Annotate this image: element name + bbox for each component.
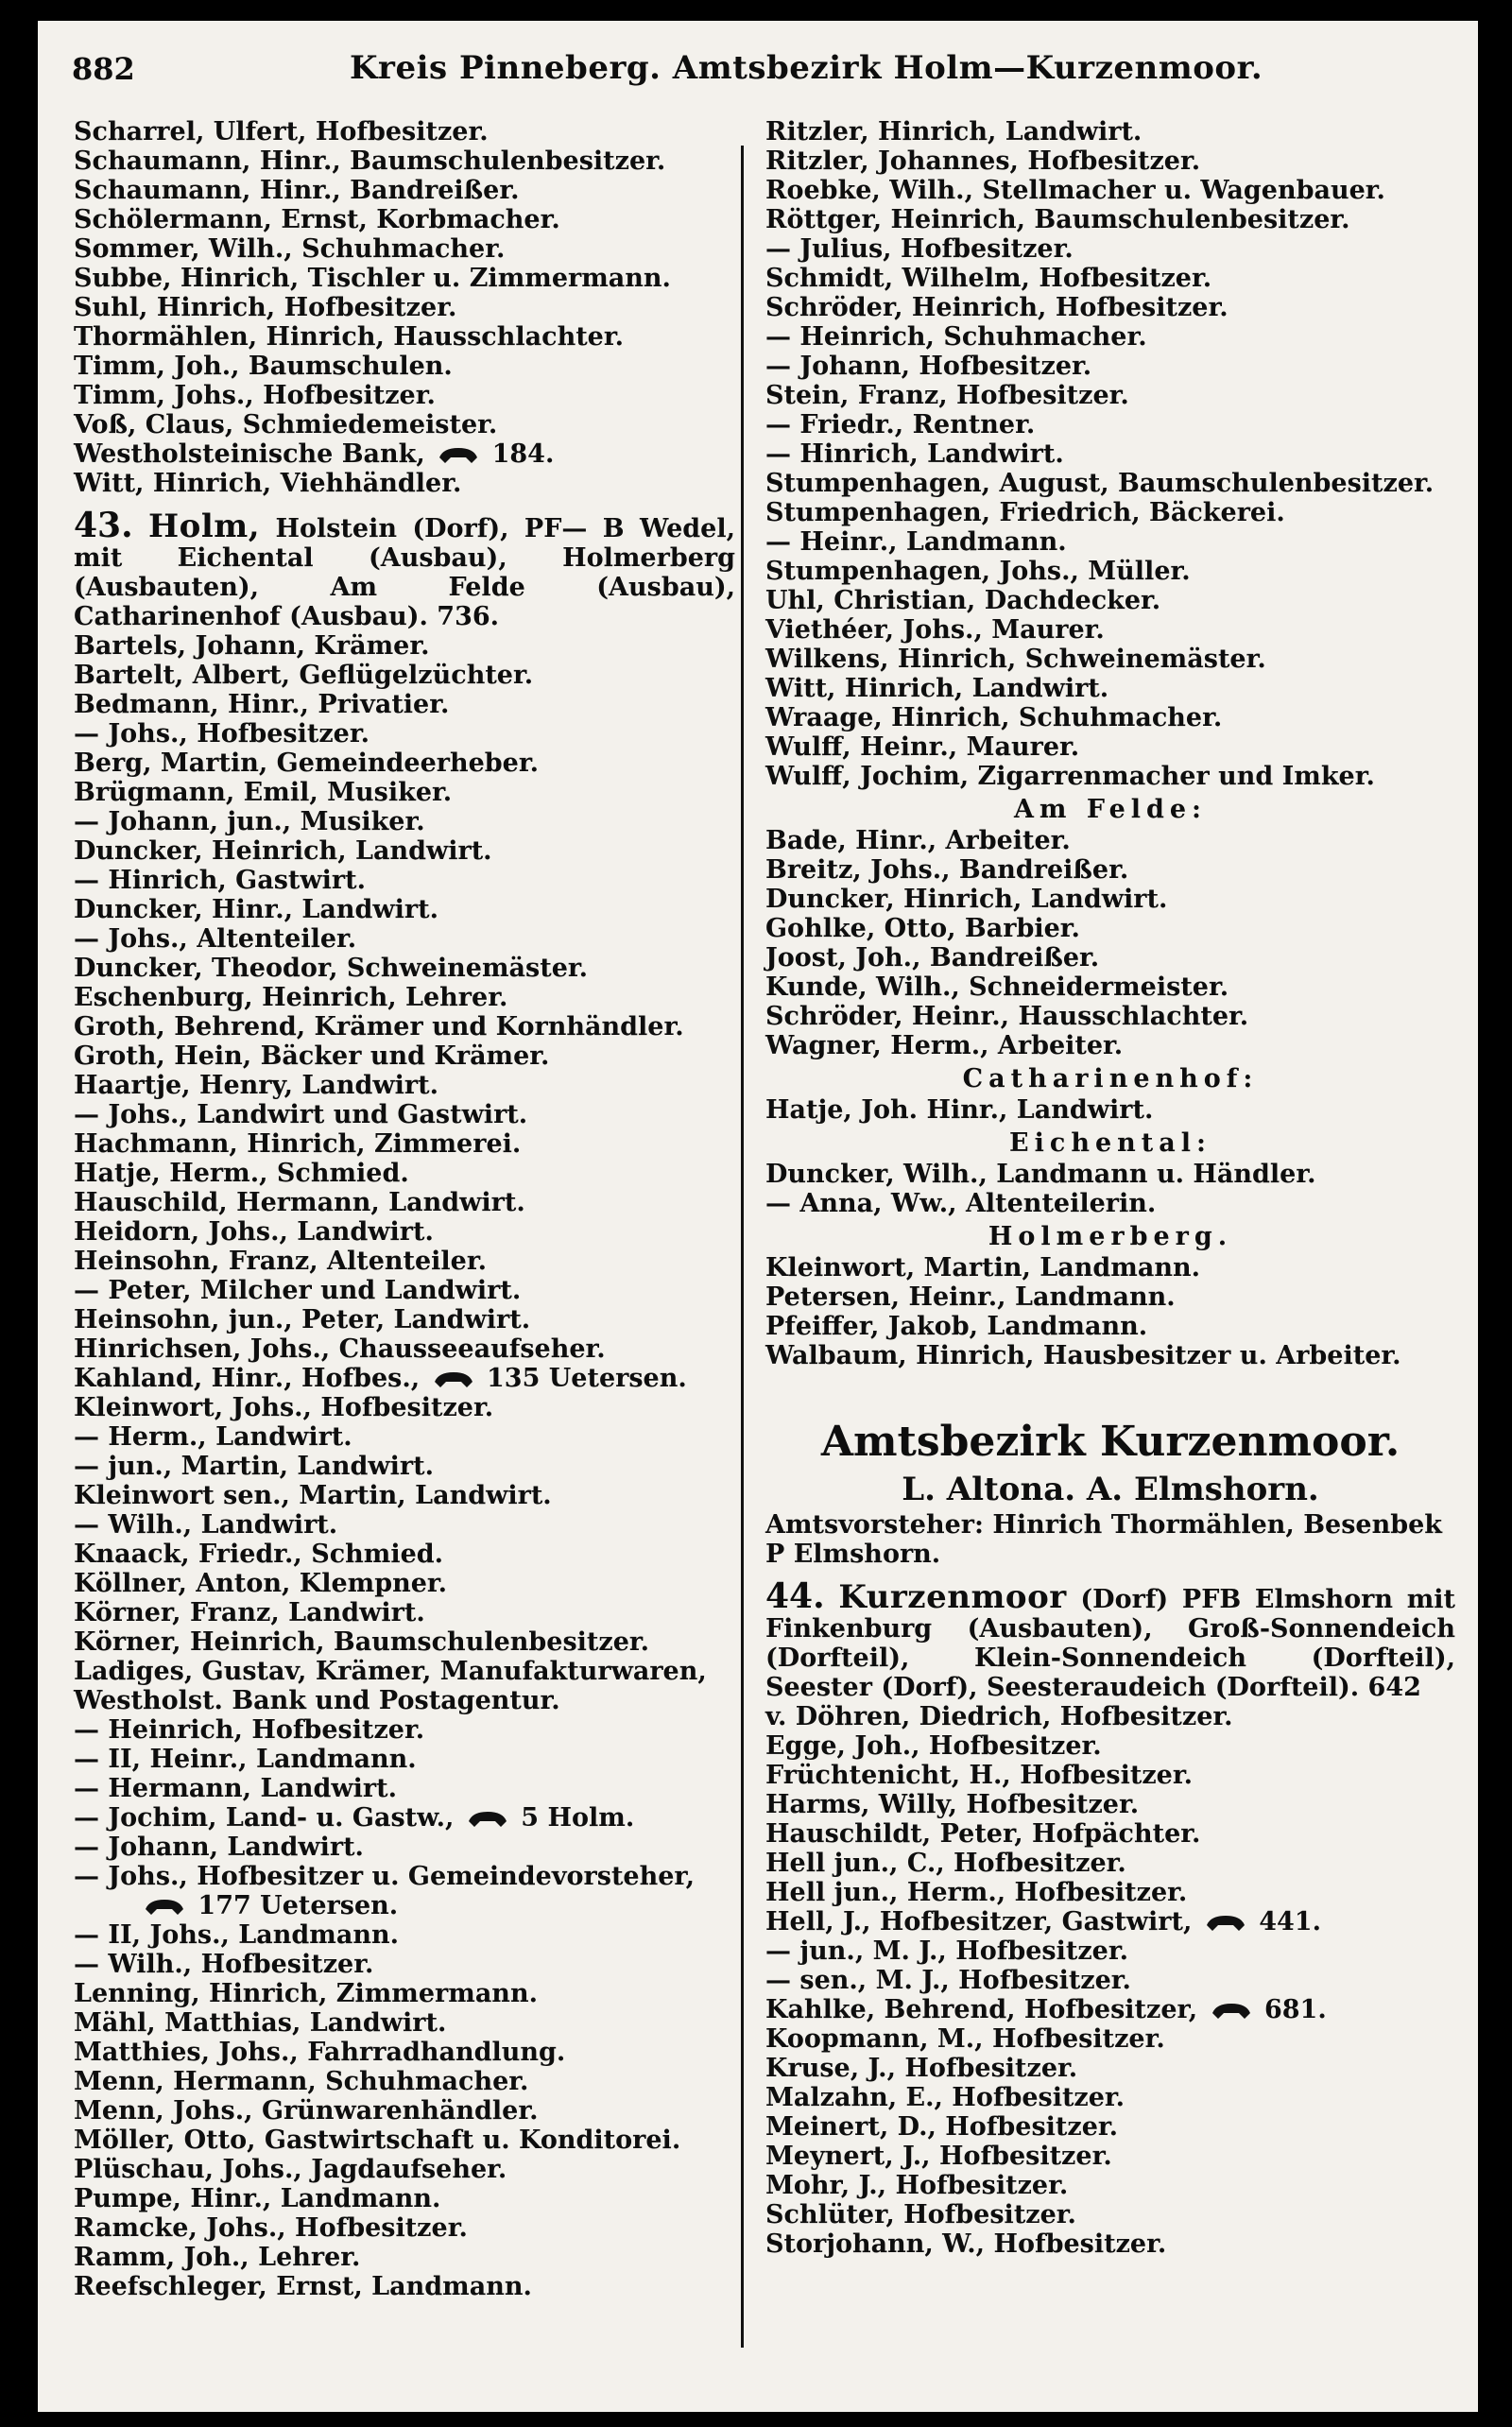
list-item: Bartels, Johann, Krämer. [74, 631, 430, 661]
entry-list [74, 469, 735, 498]
list-item: Subbe, Hinrich, Tischler u. Zimmermann. [74, 264, 671, 293]
directory-page [38, 21, 1478, 2412]
entry-list [765, 1160, 1455, 1218]
list-item: Mohr, J., Hofbesitzer. [765, 2171, 1069, 2200]
list-item: Wraage, Hinrich, Schuhmacher. [765, 703, 1223, 732]
list-item: Schröder, Heinrich, Hofbesitzer. [765, 293, 1228, 322]
list-item: Schlüter, Hofbesitzer. [765, 2200, 1076, 2229]
list-item: Duncker, Theodor, Schweinemäster. [74, 954, 589, 983]
entry-list [74, 1833, 735, 1891]
entry-list [765, 2024, 1455, 2259]
list-item: — Friedr., Rentner. [765, 410, 1036, 439]
list-item: — sen., M. J., Hofbesitzer. [765, 1966, 1131, 1995]
list-item: Eschenburg, Heinrich, Lehrer. [74, 983, 508, 1012]
list-item: Ladiges, Gustav, Krämer, Manufakturwaren, [74, 1657, 707, 1686]
entry-list [765, 1095, 1455, 1125]
list-item: Scharrel, Ulfert, Hofbesitzer. [74, 117, 489, 146]
list-item: Witt, Hinrich, Landwirt. [765, 674, 1109, 703]
list-item: — Heinrich, Schuhmacher. [765, 322, 1147, 352]
list-item: Hinrichsen, Johs., Chausseeaufseher. [74, 1334, 606, 1364]
list-item: Harms, Willy, Hofbesitzer. [765, 1790, 1140, 1819]
list-item: — Hinrich, Gastwirt. [74, 866, 366, 895]
section-heading-eichental: Eichental: [1009, 1128, 1211, 1158]
section-heading-am-felde: Am Felde: [1013, 795, 1208, 824]
list-item: Körner, Heinrich, Baumschulenbesitzer. [74, 1627, 650, 1657]
list-item: Wagner, Herm., Arbeiter. [765, 1031, 1124, 1060]
list-item: Heinsohn, Franz, Altenteiler. [74, 1247, 487, 1276]
list-item: Kruse, J., Hofbesitzer. [765, 2054, 1078, 2083]
list-item: — Peter, Milcher und Landwirt. [74, 1276, 522, 1305]
list-item: Hell, J., Hofbesitzer, Gastwirt, 441. [765, 1907, 1321, 1936]
list-item: Roebke, Wilh., Stellmacher u. Wagenbauer. [765, 176, 1385, 205]
list-item: Köllner, Anton, Klempner. [74, 1569, 448, 1598]
list-item: Schölermann, Ernst, Korbmacher. [74, 205, 560, 234]
list-item: Möller, Otto, Gastwirtschaft u. Konditorei. [74, 2126, 681, 2155]
list-item: Wilkens, Hinrich, Schweinemäster. [765, 645, 1266, 674]
list-item: Schmidt, Wilhelm, Hofbesitzer. [765, 264, 1212, 293]
telephone-icon [1211, 2002, 1252, 2021]
list-item: Hell jun., Herm., Hofbesitzer. [765, 1878, 1188, 1907]
list-item: Westholsteinische Bank, 184. [74, 439, 555, 469]
list-item: Kahlke, Behrend, Hofbesitzer, 681. [765, 1995, 1327, 2024]
list-item: Ramcke, Johs., Hofbesitzer. [74, 2213, 468, 2243]
locality-kurzenmoor [765, 1576, 1455, 1702]
list-item: — II, Heinr., Landmann. [74, 1745, 417, 1774]
list-item: Westholst. Bank und Postagentur. [74, 1686, 560, 1715]
list-item: Hatje, Joh. Hinr., Landwirt. [765, 1095, 1154, 1125]
entry-list [74, 631, 735, 1364]
list-item: — Heinrich, Hofbesitzer. [74, 1715, 425, 1745]
list-item: — Johs., Altenteiler. [74, 924, 357, 954]
list-item: — Julius, Hofbesitzer. [765, 234, 1074, 264]
telephone-icon [1205, 1914, 1246, 1933]
right-column [765, 117, 1455, 2259]
list-item: Ramm, Joh., Lehrer. [74, 2243, 361, 2272]
list-item: Matthies, Johs., Fahrradhandlung. [74, 2038, 566, 2067]
list-item: Egge, Joh., Hofbesitzer. [765, 1731, 1102, 1761]
list-item: Mähl, Matthias, Landwirt. [74, 2008, 447, 2038]
locality-description: (Dorf) PFB Elmshorn mit Finkenburg (Ausbauten), Groß-Sonnendeich (Dorfteil), Klein-Sonnendeich (Dorfteil), Seester (Dorf), Seesteraudeich (Dorfteil). 642 [765, 1585, 1455, 1702]
list-item: Stumpenhagen, Friedrich, Bäckerei. [765, 498, 1285, 527]
list-item: 177 Uetersen. [74, 1891, 735, 1920]
locality-number: 43. [74, 506, 133, 545]
list-item: — Herm., Landwirt. [74, 1422, 352, 1452]
list-item: Walbaum, Hinrich, Hausbesitzer u. Arbeiter. [765, 1341, 1401, 1370]
list-item: Körner, Franz, Landwirt. [74, 1598, 425, 1627]
list-item: Heinsohn, jun., Peter, Landwirt. [74, 1305, 531, 1334]
entry-list [765, 1936, 1455, 1995]
list-item: Bade, Hinr., Arbeiter. [765, 826, 1071, 855]
list-item: Pfeiffer, Jakob, Landmann. [765, 1312, 1148, 1341]
list-item: — II, Johs., Landmann. [74, 1920, 399, 1950]
list-item: Schröder, Heinr., Hausschlachter. [765, 1002, 1249, 1031]
list-item: Heidorn, Johs., Landwirt. [74, 1217, 434, 1247]
list-item: Stumpenhagen, August, Baumschulenbesitzer. [765, 469, 1435, 498]
list-item: — Johs., Hofbesitzer. [74, 719, 369, 749]
list-item: Schaumann, Hinr., Baumschulenbesitzer. [74, 146, 666, 176]
list-item: Hauschild, Hermann, Landwirt. [74, 1188, 525, 1217]
district-title: Amtsbezirk Kurzenmoor. [820, 1418, 1400, 1466]
telephone-icon [438, 446, 479, 465]
list-item: — Wilh., Hofbesitzer. [74, 1950, 374, 1979]
section-heading-holmerberg: Holmerberg. [988, 1222, 1233, 1251]
list-item: Reefschleger, Ernst, Landmann. [74, 2272, 532, 2301]
list-item: — Anna, Ww., Altenteilerin. [765, 1189, 1157, 1218]
list-item: Hatje, Herm., Schmied. [74, 1159, 409, 1188]
list-item: Meinert, D., Hofbesitzer. [765, 2112, 1119, 2142]
list-item: — jun., M. J., Hofbesitzer. [765, 1936, 1128, 1966]
district-subtitle: L. Altona. A. Elmshorn. [902, 1471, 1319, 1508]
list-item: Menn, Hermann, Schuhmacher. [74, 2067, 529, 2096]
list-item: Früchtenicht, H., Hofbesitzer. [765, 1761, 1193, 1790]
list-item: — Johann, Landwirt. [74, 1833, 364, 1862]
list-item: Hell jun., C., Hofbesitzer. [765, 1849, 1126, 1878]
page-header [38, 21, 1478, 106]
list-item: Haartje, Henry, Landwirt. [74, 1071, 438, 1100]
list-item: Ritzler, Hinrich, Landwirt. [765, 117, 1143, 146]
list-item: Stein, Franz, Hofbesitzer. [765, 381, 1129, 410]
list-item: v. Döhren, Diedrich, Hofbesitzer. [765, 1702, 1233, 1731]
list-item: Witt, Hinrich, Viehhändler. [74, 469, 462, 498]
list-item: — Johann, Hofbesitzer. [765, 352, 1092, 381]
list-item: Brügmann, Emil, Musiker. [74, 778, 453, 807]
list-item: Wulff, Jochim, Zigarrenmacher und Imker. [765, 762, 1375, 791]
list-item: Gohlke, Otto, Barbier. [765, 914, 1080, 943]
section-heading-catharinenhof: Catharinenhof: [962, 1064, 1259, 1093]
column-divider [741, 146, 744, 2348]
entry-list [765, 1253, 1455, 1370]
list-item: Voß, Claus, Schmiedemeister. [74, 410, 498, 439]
list-item: Pumpe, Hinr., Landmann. [74, 2184, 441, 2213]
list-item: Berg, Martin, Gemeindeerheber. [74, 749, 540, 778]
list-item: Kunde, Wilh., Schneidermeister. [765, 973, 1229, 1002]
list-item: Timm, Johs., Hofbesitzer. [74, 381, 436, 410]
list-item: Bartelt, Albert, Geflügelzüchter. [74, 661, 534, 690]
entry-list [765, 1702, 1455, 1907]
list-item: — Heinr., Landmann. [765, 527, 1067, 557]
locality-description: Holstein (Dorf), PF— B Wedel, mit Eichental (Ausbau), Holmerberg (Ausbauten), Am Felde (Ausbau), Catharinenhof (Ausbau). 736. [74, 514, 736, 631]
list-item: — Jochim, Land- u. Gastw., 5 Holm. [74, 1803, 635, 1833]
entry-list [74, 1393, 735, 1803]
list-item: Malzahn, E., Hofbesitzer. [765, 2083, 1125, 2112]
list-item: Uhl, Christian, Dachdecker. [765, 586, 1161, 615]
list-item: Meynert, J., Hofbesitzer. [765, 2142, 1112, 2171]
entry-list [765, 826, 1455, 1060]
list-item: Duncker, Heinrich, Landwirt. [74, 836, 492, 866]
list-item: Joost, Joh., Bandreißer. [765, 943, 1100, 973]
list-item: Kleinwort sen., Martin, Landwirt. [74, 1481, 552, 1510]
locality-number: 44. [765, 1576, 825, 1616]
left-column [74, 117, 735, 2301]
list-item: Groth, Hein, Bäcker und Krämer. [74, 1041, 550, 1071]
entry-list [74, 1920, 735, 2301]
list-item: Koopmann, M., Hofbesitzer. [765, 2024, 1165, 2054]
telephone-icon [433, 1370, 474, 1389]
list-item: Hachmann, Hinrich, Zimmerei. [74, 1129, 522, 1159]
list-item: Stumpenhagen, Johs., Müller. [765, 557, 1191, 586]
running-title: Kreis Pinneberg. Amtsbezirk Holm—Kurzenmoor. [350, 49, 1263, 87]
list-item: Duncker, Wilh., Landmann u. Händler. [765, 1160, 1316, 1189]
entry-list [74, 117, 735, 439]
list-item: Breitz, Johs., Bandreißer. [765, 855, 1129, 885]
telephone-icon [144, 1898, 185, 1917]
list-item: — Hinrich, Landwirt. [765, 439, 1064, 469]
locality-name: Kurzenmoor [838, 1578, 1067, 1616]
list-item: — Johs., Hofbesitzer u. Gemeindevorsteher, [74, 1862, 696, 1891]
list-item: Ritzler, Johannes, Hofbesitzer. [765, 146, 1201, 176]
list-item: Bedmann, Hinr., Privatier. [74, 690, 450, 719]
list-item: Knaack, Friedr., Schmied. [74, 1540, 444, 1569]
list-item: Suhl, Hinrich, Hofbesitzer. [74, 293, 457, 322]
list-item: — jun., Martin, Landwirt. [74, 1452, 434, 1481]
district-official: Amtsvorsteher: Hinrich Thormählen, Besenbek P Elmshorn. [765, 1510, 1443, 1569]
list-item: Hauschildt, Peter, Hofpächter. [765, 1819, 1201, 1849]
list-item: Lenning, Hinrich, Zimmermann. [74, 1979, 538, 2008]
list-item: Duncker, Hinr., Landwirt. [74, 895, 438, 924]
locality-name: Holm, [148, 508, 261, 545]
list-item: — Wilh., Landwirt. [74, 1510, 338, 1540]
entry-list [765, 117, 1455, 791]
list-item: Duncker, Hinrich, Landwirt. [765, 885, 1168, 914]
list-item: — Johs., Landwirt und Gastwirt. [74, 1100, 528, 1129]
list-item: — Johann, jun., Musiker. [74, 807, 425, 836]
list-item: Groth, Behrend, Krämer und Kornhändler. [74, 1012, 684, 1041]
list-item: Kleinwort, Martin, Landmann. [765, 1253, 1201, 1282]
page-number: 882 [72, 51, 135, 87]
list-item: — Hermann, Landwirt. [74, 1774, 398, 1803]
list-item: Timm, Joh., Baumschulen. [74, 352, 453, 381]
list-item: Menn, Johs., Grünwarenhändler. [74, 2096, 539, 2126]
list-item: Viethéer, Johs., Maurer. [765, 615, 1105, 645]
locality-holm [74, 506, 736, 631]
list-item: Petersen, Heinr., Landmann. [765, 1282, 1176, 1312]
list-item: Thormählen, Hinrich, Hausschlachter. [74, 322, 624, 352]
list-item: Röttger, Heinrich, Baumschulenbesitzer. [765, 205, 1350, 234]
list-item: Plüschau, Johs., Jagdaufseher. [74, 2155, 507, 2184]
telephone-icon [467, 1810, 508, 1829]
list-item: Schaumann, Hinr., Bandreißer. [74, 176, 520, 205]
list-item: Storjohann, W., Hofbesitzer. [765, 2229, 1167, 2259]
list-item: Kleinwort, Johs., Hofbesitzer. [74, 1393, 494, 1422]
list-item: Sommer, Wilh., Schuhmacher. [74, 234, 506, 264]
list-item: Wulff, Heinr., Maurer. [765, 732, 1080, 762]
list-item: Kahland, Hinr., Hofbes., 135 Uetersen. [74, 1364, 687, 1393]
